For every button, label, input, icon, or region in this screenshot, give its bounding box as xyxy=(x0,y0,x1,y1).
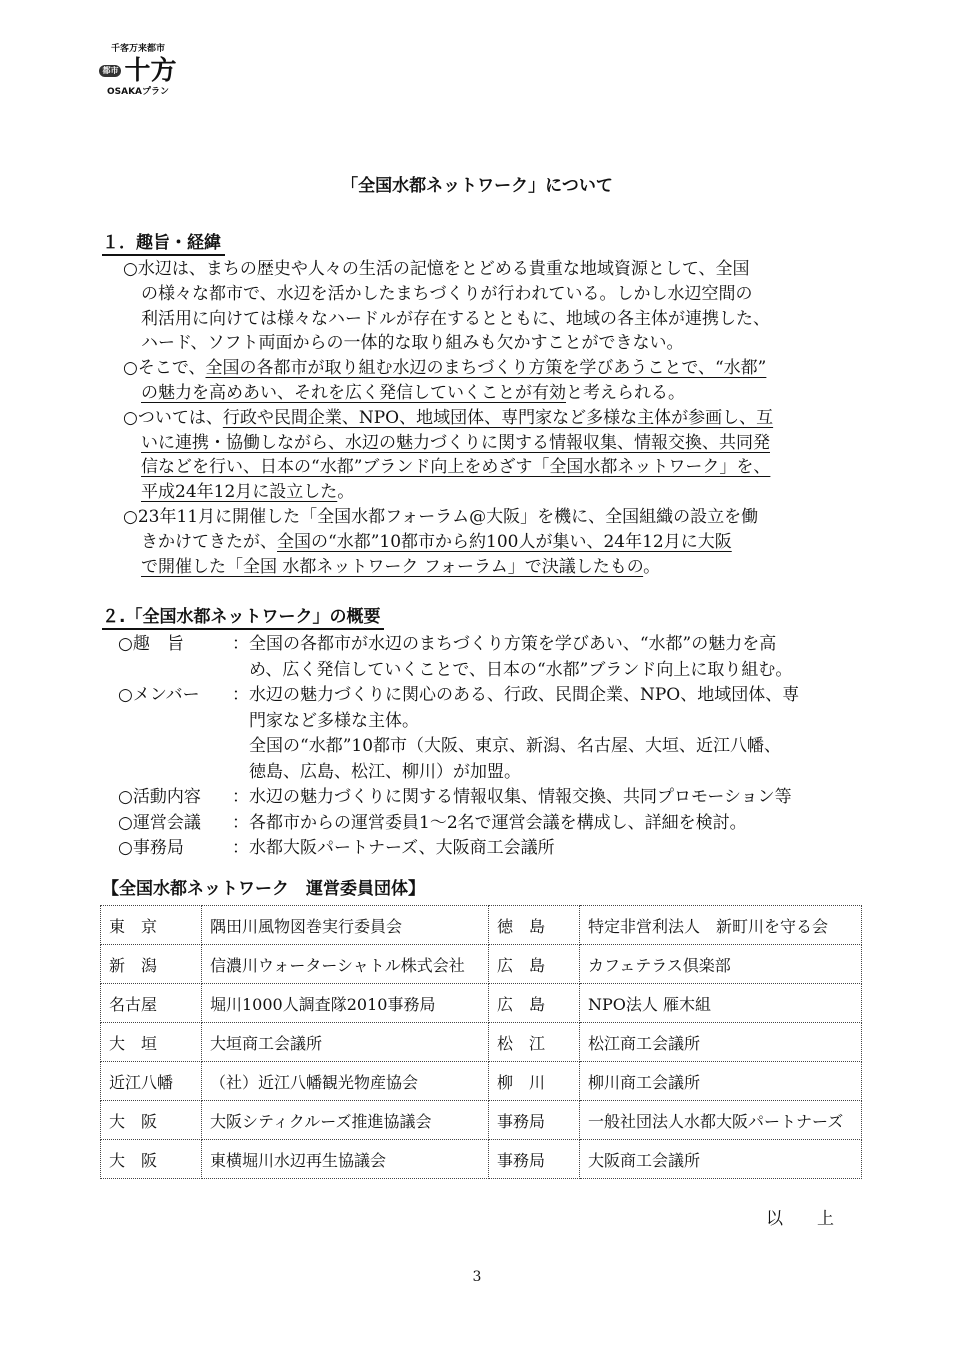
table-row xyxy=(101,945,862,984)
overview-item-secretariat xyxy=(118,836,799,862)
city-cell: 東 京 xyxy=(101,906,202,945)
item-sep: ： xyxy=(232,812,249,833)
logo-mark: 十方 xyxy=(124,56,177,86)
paragraph-4 xyxy=(123,505,843,579)
city-cell: 事務局 xyxy=(489,1140,580,1179)
text-span: きかけてきたが、 xyxy=(141,531,277,552)
city-cell: 松 江 xyxy=(489,1023,580,1062)
logo-mark-row xyxy=(99,56,176,86)
underlined-text: 平成24年12月に設立した xyxy=(141,482,338,503)
org-cell: 信濃川ウォーターシャトル株式会社 xyxy=(202,945,489,984)
item-value: 全国の各都市が水辺のまちづくり方策を学びあい、“水都”の魅力を高 xyxy=(249,634,777,654)
table-row xyxy=(101,906,862,945)
item-sep: ： xyxy=(232,685,249,705)
underlined-text: 行政や民間企業、NPO、地域団体、専門家など多様な主体が参画し、互 xyxy=(222,407,774,428)
underlined-text: で開催した「全国 水都ネットワーク フォーラム」で決議したもの xyxy=(141,556,644,577)
org-cell: 隅田川風物図巻実行委員会 xyxy=(202,906,489,945)
underlined-text: 信などを行い、日本の“水都”ブランド向上をめざす「全国水都ネットワーク」を、 xyxy=(141,457,771,478)
table-row xyxy=(101,984,862,1023)
item-key: ○運営会議 xyxy=(118,812,201,833)
city-cell: 広 島 xyxy=(489,984,580,1023)
paragraph-2 xyxy=(123,356,843,406)
city-cell: 大 阪 xyxy=(101,1140,202,1179)
text-span: ○23年11月に開催した「全国水都フォーラム@大阪」を機に、全国組織の設立を働 xyxy=(123,506,759,527)
city-cell: 事務局 xyxy=(489,1101,580,1140)
item-key: ○趣 旨 xyxy=(118,634,184,654)
overview-item-meeting xyxy=(118,811,799,837)
overview-item-members xyxy=(118,683,799,785)
org-cell: 松江商工会議所 xyxy=(580,1023,862,1062)
city-cell: 近江八幡 xyxy=(101,1062,202,1101)
logo-sub-text: OSAKAプラン xyxy=(106,87,170,97)
item-value: 水辺の魅力づくりに関する情報収集、情報交換、共同プロモーション等 xyxy=(249,787,792,807)
section2-heading: ２.「全国水都ネットワーク」の概要 xyxy=(102,606,384,630)
section1-heading: １．趣旨・経緯 xyxy=(102,232,225,256)
item-value: 徳島、広島、松江、柳川）が加盟。 xyxy=(249,761,521,782)
table-row xyxy=(101,1140,862,1179)
committee-table xyxy=(100,905,862,1179)
org-cell: カフェテラス倶楽部 xyxy=(580,945,862,984)
table-row xyxy=(101,1023,862,1062)
underlined-text: 全国の各都市が取り組む水辺のまちづくり方策を学びあうことで、“水都” xyxy=(205,358,767,379)
overview-item-purpose xyxy=(118,632,799,683)
overview-list xyxy=(118,632,799,862)
item-sep: ： xyxy=(232,634,249,654)
underlined-text: の魅力を高めあい、それを広く発信していくことが有効 xyxy=(141,382,566,403)
city-cell: 名古屋 xyxy=(101,984,202,1023)
org-cell: 大阪シティクルーズ推進協議会 xyxy=(202,1101,489,1140)
text-line: 利活用に向けては様々なハードルが存在するとともに、地域の各主体が連携した、 xyxy=(141,308,770,329)
city-cell: 大 垣 xyxy=(101,1023,202,1062)
page-number: 3 xyxy=(472,1269,482,1285)
city-cell: 徳 島 xyxy=(489,906,580,945)
logo xyxy=(92,44,184,98)
table-row xyxy=(101,1101,862,1140)
org-cell: 柳川商工会議所 xyxy=(580,1062,862,1101)
city-cell: 新 潟 xyxy=(101,945,202,984)
logo-badge: 都市 xyxy=(99,65,121,77)
item-sep: ： xyxy=(232,838,249,858)
item-value: 全国の“水都”10都市（大阪、東京、新潟、名古屋、大垣、近江八幡、 xyxy=(249,736,782,756)
item-value: 水都大阪パートナーズ、大阪商工会議所 xyxy=(249,838,555,858)
text-line: ハード、ソフト両面からの一体的な取り組みも欠かすことができない。 xyxy=(141,333,684,354)
org-cell: 堀川1000人調査隊2010事務局 xyxy=(202,984,489,1023)
text-line: ○水辺は、まちの歴史や人々の生活の記憶をとどめる貴重な地域資源として、全国 xyxy=(123,259,750,279)
org-cell: （社）近江八幡観光物産協会 xyxy=(202,1062,489,1101)
org-cell: NPO法人 雁木組 xyxy=(580,984,862,1023)
org-cell: 特定非営利法人 新町川を守る会 xyxy=(580,906,862,945)
committee-title: 【全国水都ネットワーク 運営委員団体】 xyxy=(102,879,425,899)
item-key: ○事務局 xyxy=(118,838,184,858)
org-cell: 一般社団法人水都大阪パートナーズ xyxy=(580,1101,862,1140)
item-value: め、広く発信していくことで、日本の“水都”ブランド向上に取り組む。 xyxy=(249,659,793,680)
text-span: 。 xyxy=(643,556,661,577)
text-line: の様々な都市で、水辺を活かしたまちづくりが行われている。しかし水辺空間の xyxy=(141,283,753,304)
overview-item-activities xyxy=(118,785,799,811)
page-title: 「全国水都ネットワーク」について xyxy=(341,176,613,196)
text-span: 。 xyxy=(337,482,355,503)
section1-body xyxy=(123,257,843,579)
org-cell: 大阪商工会議所 xyxy=(580,1140,862,1179)
text-span: ○そこで、 xyxy=(123,358,206,379)
paragraph-1 xyxy=(123,257,843,356)
table-row xyxy=(101,1062,862,1101)
city-cell: 柳 川 xyxy=(489,1062,580,1101)
text-span: と考えられる。 xyxy=(566,382,685,403)
item-key: ○メンバー xyxy=(118,685,200,705)
text-span: ○ついては、 xyxy=(123,407,223,428)
city-cell: 大 阪 xyxy=(101,1101,202,1140)
org-cell: 大垣商工会議所 xyxy=(202,1023,489,1062)
item-key: ○活動内容 xyxy=(118,787,201,807)
underlined-text: 全国の“水都”10都市から約100人が集い、24年12月に大阪 xyxy=(277,531,732,552)
paragraph-3 xyxy=(123,406,843,505)
underlined-text: いに連携・協働しながら、水辺の魅力づくりに関する情報収集、情報交換、共同発 xyxy=(141,432,770,453)
item-value: 門家など多様な主体。 xyxy=(249,710,419,731)
item-sep: ： xyxy=(232,787,249,807)
closing-mark: 以 上 xyxy=(766,1209,834,1229)
logo-arc-text: 千客万来都市 xyxy=(110,44,165,54)
city-cell: 広 島 xyxy=(489,945,580,984)
item-value: 各都市からの運営委員1～2名で運営会議を構成し、詳細を検討。 xyxy=(249,812,747,833)
org-cell: 東横堀川水辺再生協議会 xyxy=(202,1140,489,1179)
item-value: 水辺の魅力づくりに関心のある、行政、民間企業、NPO、地域団体、専 xyxy=(249,685,800,705)
